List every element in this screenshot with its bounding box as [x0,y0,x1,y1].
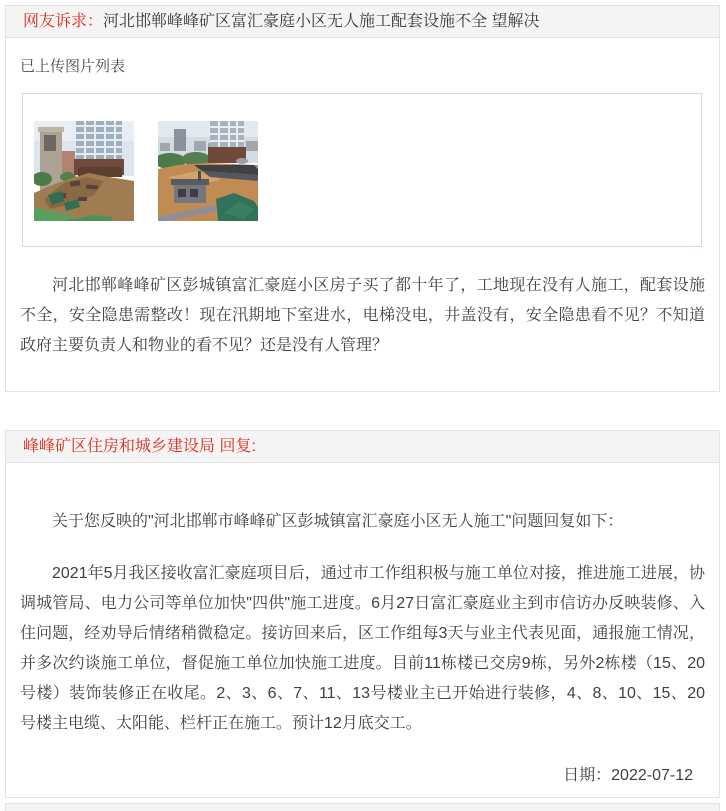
reply-intro-text: 关于您反映的"河北邯郸市峰峰矿区彭城镇富汇豪庭小区无人施工"问题回复如下： [52,513,624,530]
next-section-header-partial [5,803,720,811]
reply-header-title: 峰峰矿区住房和城乡建设局 回复: [23,438,256,455]
complaint-section [5,5,720,392]
complaint-header-label: 网友诉求： [23,13,104,30]
uploaded-images-box [22,93,702,247]
construction-site-photo-2-image [158,121,258,221]
reply-date-value: 2022-07-12 [611,767,693,784]
complaint-text: 河北邯郸峰峰矿区彭城镇富汇豪庭小区房子买了都十年了，工地现在没有人施工，配套设施不全，安全隐患需整改！现在汛期地下室进水，电梯没电，井盖没有，安全隐患看不见？不知道政府主要负责人和物业的看不见？还是没有人管理？ [20,277,705,354]
reply-date [6,765,693,797]
reply-body-area [6,507,719,797]
construction-site-photo-2[interactable] [158,121,258,221]
complaint-header [6,6,719,38]
construction-site-photo-1[interactable] [34,121,134,221]
reply-date-label: 日期： [563,767,612,784]
construction-site-photo-1-image [34,121,134,221]
reply-header [6,431,719,463]
complaint-body [6,38,719,361]
reply-section [5,430,720,798]
uploaded-images-label: 已上传图片列表 [20,58,126,75]
complaint-header-title: 河北邯郸峰峰矿区富汇豪庭小区无人施工配套设施不全 望解决 [103,13,540,30]
reply-body-text: 2021年5月我区接收富汇豪庭项目后，通过市工作组积极与施工单位对接，推进施工进展，协调城管局、电力公司等单位加快"四供"施工进度。6月27日富汇豪庭业主到市信访办反映装修、入住问题，经劝导后情绪稍微稳定。接访回来后，区工作组每3天与业主代表见面，通报施工情况，并多次约谈施工单位，督促施工单位加快施工进度。目前11栋楼已交房9栋，另外2栋楼（15、20号楼）装饰装修正在收尾。2、3、6、7、11、13号楼业主已开始进行装修，4、8、10、15、20号楼主电缆、太阳能、栏杆正在施工。预计12月底交工。 [20,565,705,732]
